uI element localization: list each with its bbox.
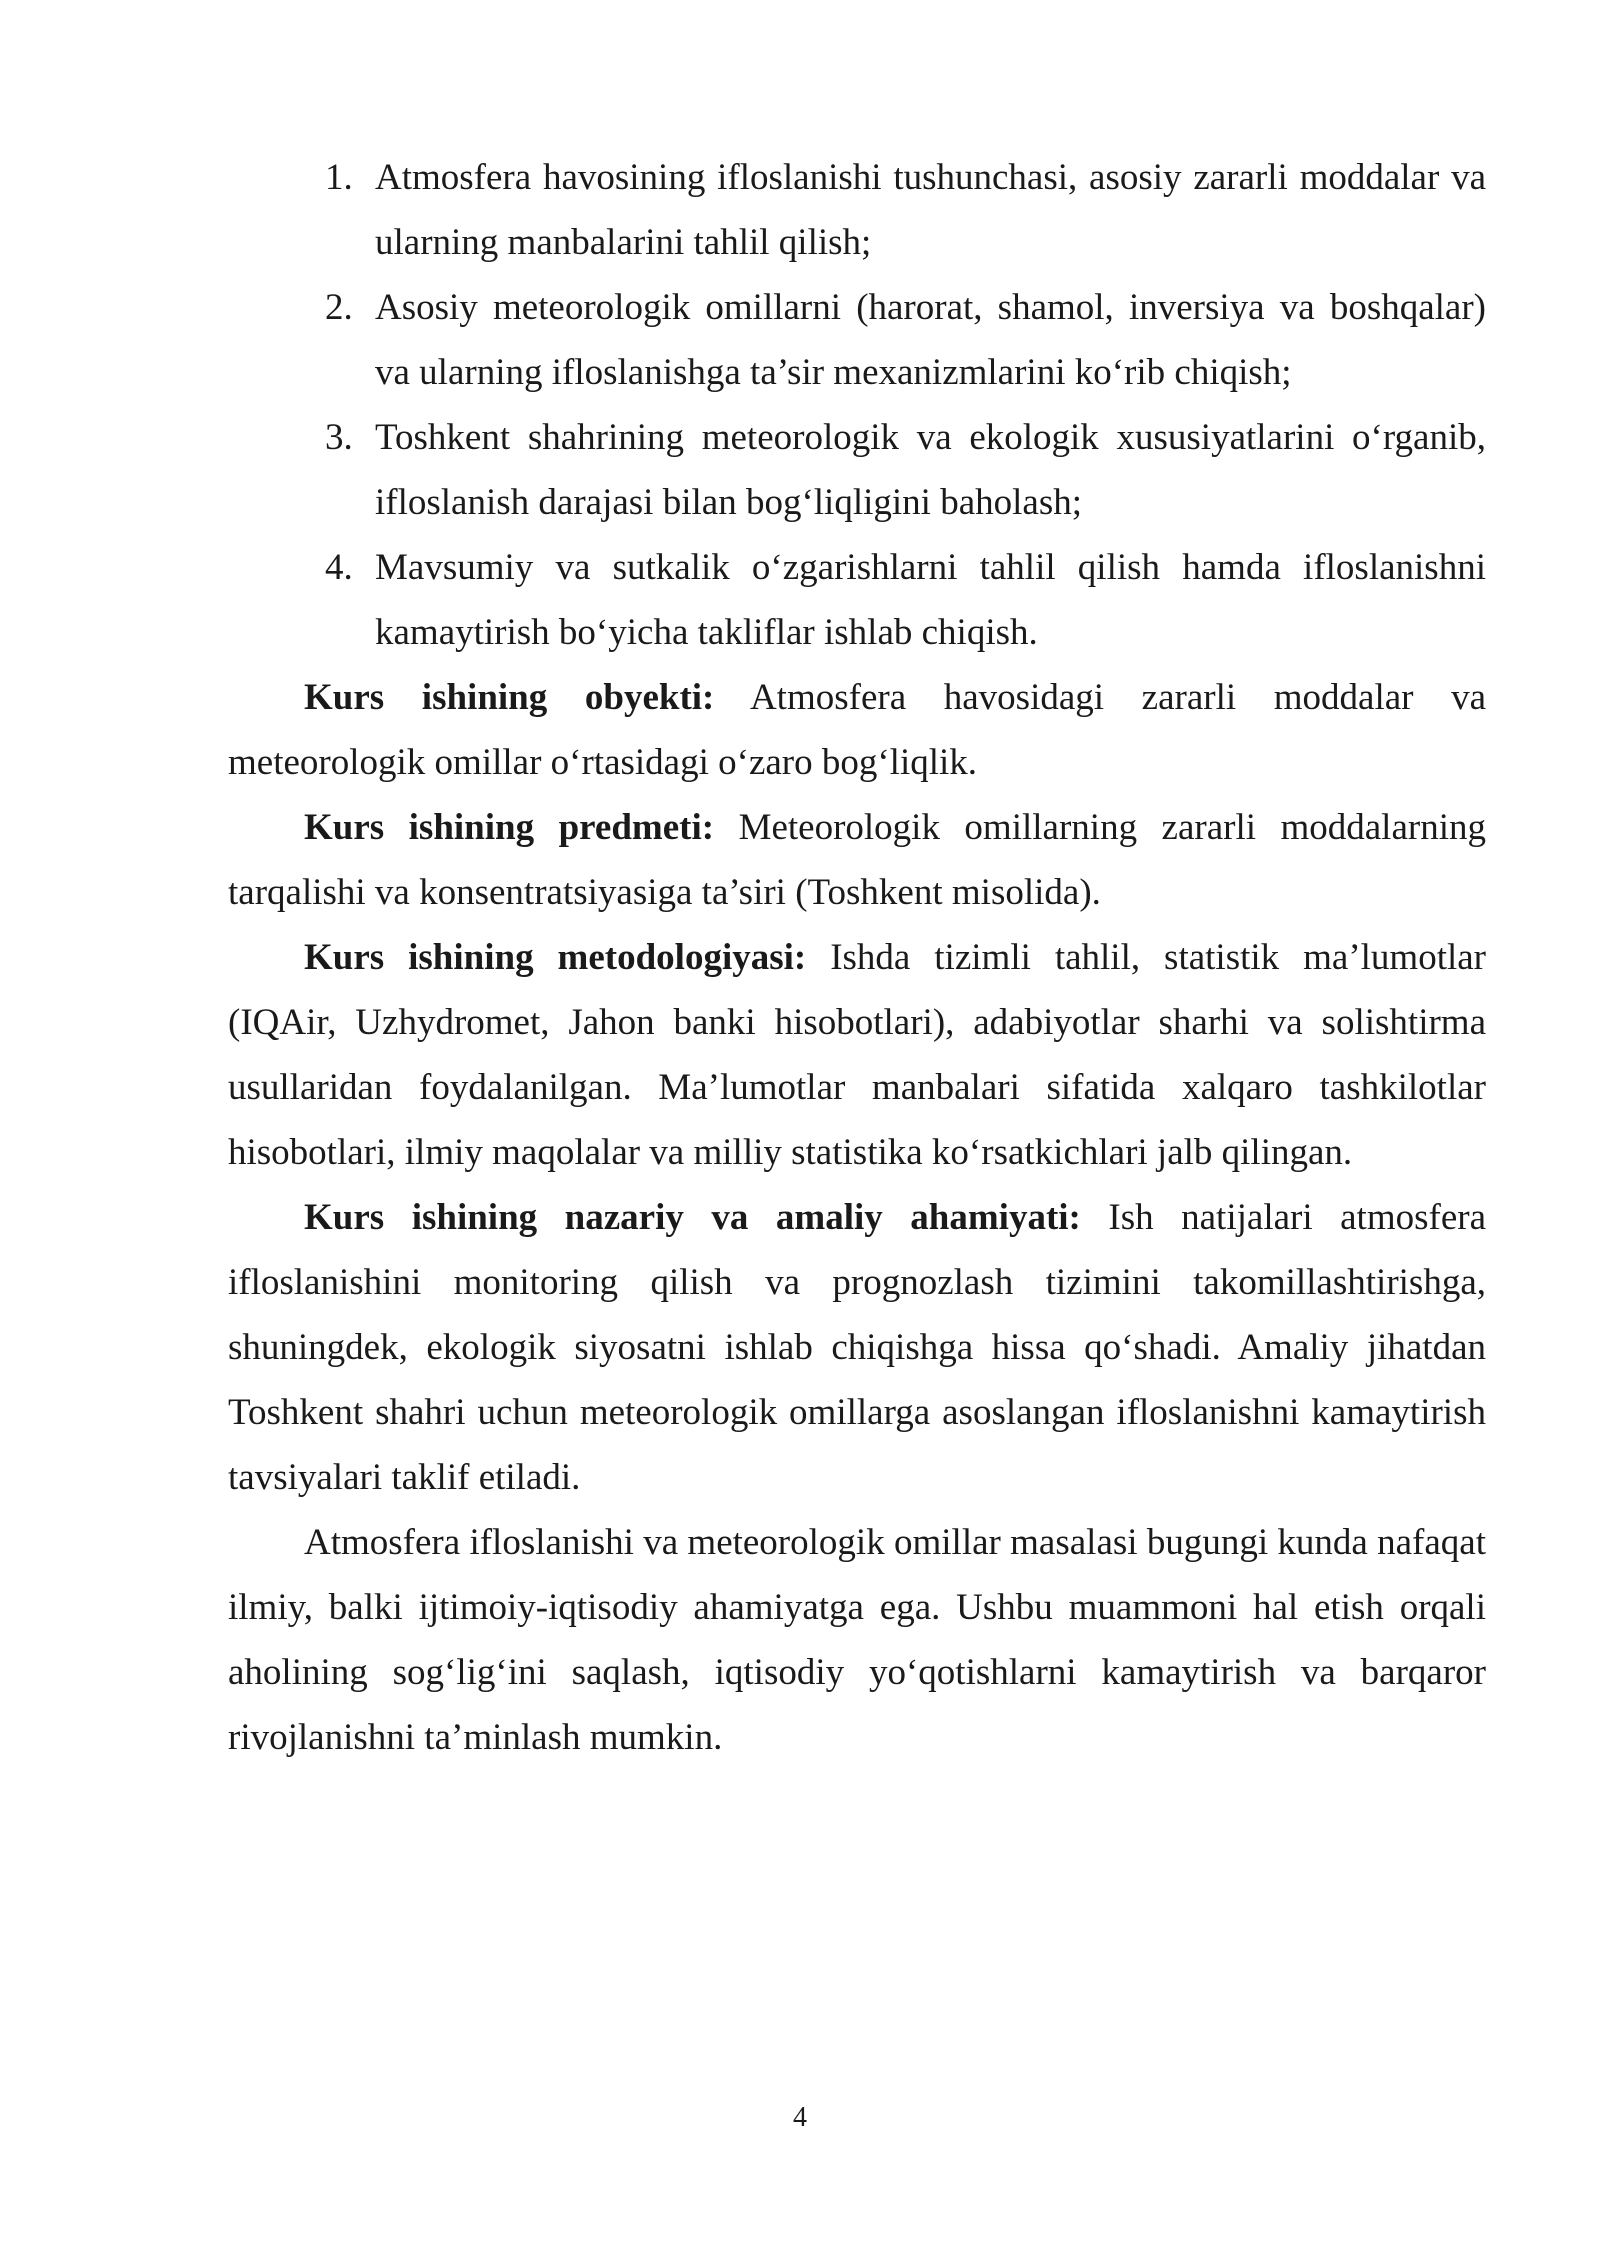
objective-text: Toshkent shahrining meteorologik va ekologik xususiyatlarini o‘rganib, ifloslanish darajasi bilan bog‘liqligini baholash; — [375, 417, 1486, 523]
page-number: 4 — [793, 2102, 807, 2133]
closing-paragraph: Atmosfera ifloslanishi va meteorologik omillar masalasi bugungi kunda nafaqat ilmiy, balki ijtimoiy-iqtisodiy ahamiyatga ega. Ushbu muammoni hal etish orqali aholining sog‘lig‘ini saqlash, iqtisodiy yo‘qotishlarni kamaytirish va barqaror rivojlanishni ta’minlash mumkin. — [228, 1522, 1486, 1758]
significance-text: Ish natijalari atmosfera ifloslanishini monitoring qilish va prognozlash tizimini takomillashtirishga, shuningdek, ekologik siyosatni ishlab chiqishga hissa qo‘shadi. Amaliy jihatdan Toshkent shahri uchun meteorologik omillarga asoslangan ifloslanishni kamaytirish tavsiyalari taklif etiladi. — [228, 1197, 1486, 1498]
significance-paragraph — [228, 1185, 1486, 1510]
object-heading: Kurs ishining obyekti: — [304, 677, 715, 718]
methodology-text: Ishda tizimli tahlil, statistik ma’lumotlar (IQAir, Uzhydromet, Jahon banki hisobotlari), adabiyotlar sharhi va solishtirma usullaridan foydalanilgan. Ma’lumotlar manbalari sifatida xalqaro tashkilotlar hisobotlari, ilmiy maqolalar va milliy statistika ko‘rsatkichlari jalb qilingan. — [228, 937, 1487, 1173]
document-page — [228, 145, 1486, 1770]
objective-text: Atmosfera havosining ifloslanishi tushunchasi, asosiy zararli moddalar va ularning manbalarini tahlil qilish; — [375, 157, 1486, 263]
object-text: Atmosfera havosidagi zararli moddalar va meteorologik omillar o‘rtasidagi o‘zaro bog‘liqlik. — [228, 677, 1487, 783]
subject-text: Meteorologik omillarning zararli moddalarning tarqalishi va konsentratsiyasiga ta’siri (Toshkent misolida). — [228, 807, 1486, 913]
objective-item — [228, 405, 1486, 535]
objective-number: 2. — [325, 287, 353, 328]
subject-heading: Kurs ishining predmeti: — [304, 807, 715, 848]
objective-number: 1. — [325, 157, 353, 198]
methodology-heading: Kurs ishining metodologiyasi: — [304, 937, 807, 978]
objective-item — [228, 275, 1486, 405]
objective-text: Mavsumiy va sutkalik o‘zgarishlarni tahlil qilish hamda ifloslanishni kamaytirish bo‘yicha takliflar ishlab chiqish. — [375, 547, 1486, 653]
objectives-list — [228, 145, 1486, 665]
significance-heading: Kurs ishining nazariy va amaliy ahamiyati: — [304, 1197, 1081, 1238]
objective-item — [228, 535, 1486, 665]
methodology-paragraph — [228, 925, 1486, 1185]
objective-number: 3. — [325, 417, 353, 458]
object-paragraph — [228, 665, 1486, 795]
objective-text: Asosiy meteorologik omillarni (harorat, shamol, inversiya va boshqalar) va ularning ifloslanishga ta’sir mexanizmlarini ko‘rib chiqish; — [375, 287, 1486, 393]
subject-paragraph — [228, 795, 1486, 925]
objective-item — [228, 145, 1486, 275]
objective-number: 4. — [325, 547, 353, 588]
